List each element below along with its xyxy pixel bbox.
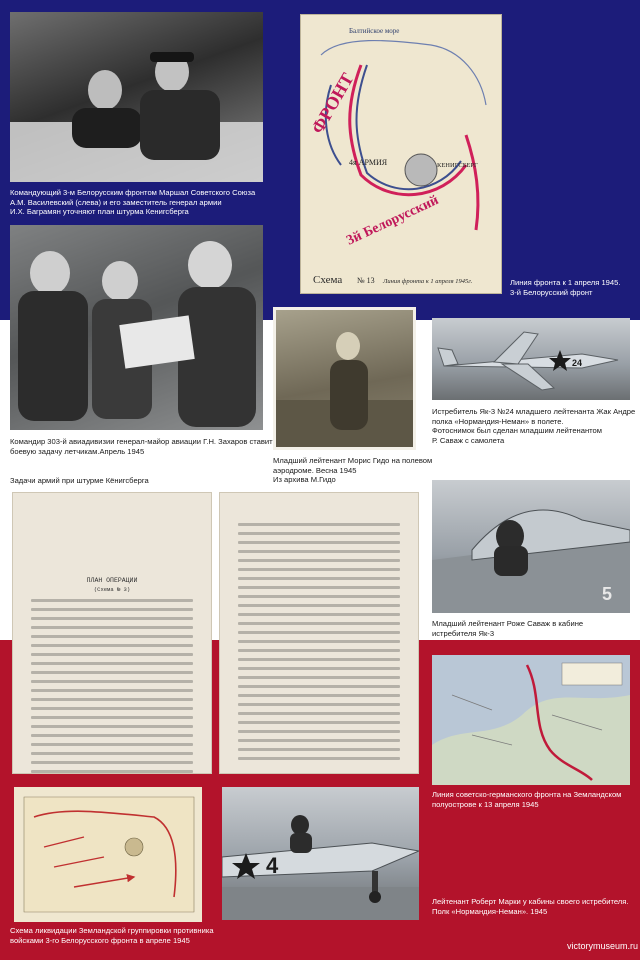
caption-zakharov: Командир 303-й авиадивизии генерал-майор авиации Г.Н. Захаров ставит боевую задачу летчикам.Апрель 1945 bbox=[10, 437, 273, 456]
map-city-label: КЕНИГСБЕРГ bbox=[437, 162, 478, 169]
map-front-word: ФРОНТ bbox=[307, 69, 358, 137]
caption-army-tasks: Задачи армий при штурме Кёнигсберга bbox=[10, 476, 149, 485]
guido-figure bbox=[276, 310, 413, 447]
map-scheme-number: № 13 bbox=[357, 276, 375, 285]
photo-roger-sauvage bbox=[432, 480, 630, 613]
sauvage-cockpit bbox=[432, 480, 630, 613]
pilots-figures bbox=[10, 225, 263, 430]
photo-maurice-guido bbox=[273, 307, 416, 450]
commanders-figures bbox=[10, 12, 263, 182]
doc-text-lines bbox=[13, 599, 211, 774]
photo-yak3-in-flight bbox=[432, 318, 630, 400]
document-operation-plan-page-1 bbox=[12, 492, 212, 774]
front-line-map bbox=[301, 15, 501, 293]
map-zemland-liquidation bbox=[14, 787, 202, 922]
map-zemland-front-line bbox=[432, 655, 630, 785]
caption-marquis: Лейтенант Роберт Марки у кабины своего истребителя. Полк «Нормандия-Неман». 1945 bbox=[432, 897, 629, 916]
svg-text:5: 5 bbox=[602, 584, 613, 604]
map-front-line bbox=[300, 14, 502, 294]
caption-zemland-line: Линия советско-германского фронта на Земландском полуострове к 13 апреля 1945 bbox=[432, 790, 622, 809]
map-front-label: 3й Белорусский bbox=[344, 192, 442, 249]
zemland-map bbox=[432, 655, 630, 785]
photo-commanders bbox=[10, 12, 263, 182]
caption-front-line: Линия фронта к 1 апреля 1945. 3-й Белорусский фронт bbox=[510, 278, 621, 297]
document-operation-plan-page-2 bbox=[219, 492, 419, 774]
photo-robert-marquis bbox=[222, 787, 419, 920]
map-army-label: 4я АРМИЯ bbox=[349, 158, 388, 167]
yak3-flight-plane bbox=[432, 318, 630, 400]
zemland-liquidation-map bbox=[14, 787, 202, 922]
marquis-plane-number: 4 bbox=[266, 853, 279, 878]
caption-sauvage: Младший лейтенант Роже Саваж в кабине истребителя Як-3 bbox=[432, 619, 584, 638]
map-scheme-subtitle: Линия фронта к 1 апреля 1945г. bbox=[383, 278, 473, 285]
photo-zakharov-pilots bbox=[10, 225, 263, 430]
caption-guido: Младший лейтенант Морис Гидо на полевом аэродроме. Весна 1945 Из архива М.Гидо bbox=[273, 456, 433, 485]
doc2-text-lines bbox=[220, 523, 418, 760]
doc-subheading: (Схема № 3) bbox=[93, 586, 131, 593]
footer-site: victorymuseum.ru bbox=[566, 941, 638, 951]
caption-zemland-scheme: Схема ликвидации Земландской группировки противника войсками 3-го Белорусского фронта в апреле 1945 bbox=[10, 926, 214, 945]
caption-yak3-andre: Истребитель Як-3 №24 младшего лейтенанта Жак Андре полка «Нормандия-Неман» в полете. Фотоснимок был сделан младшим лейтенантом Р. Саваж с самолета bbox=[432, 407, 636, 445]
map-sea-label: Балтийское море bbox=[349, 27, 400, 35]
yak3-side-number: 24 bbox=[572, 358, 583, 368]
caption-commanders: Командующий 3-м Белорусским фронтом Маршал Советского Союза А.М. Василевский (слева) и его заместитель генерал армии И.Х. Баграмян уточняют план штурма Кенигсберга bbox=[10, 188, 256, 217]
map-scheme-title: Схема bbox=[313, 274, 343, 286]
marquis-plane bbox=[222, 787, 419, 920]
doc-heading: ПЛАН ОПЕРАЦИИ bbox=[86, 577, 138, 584]
